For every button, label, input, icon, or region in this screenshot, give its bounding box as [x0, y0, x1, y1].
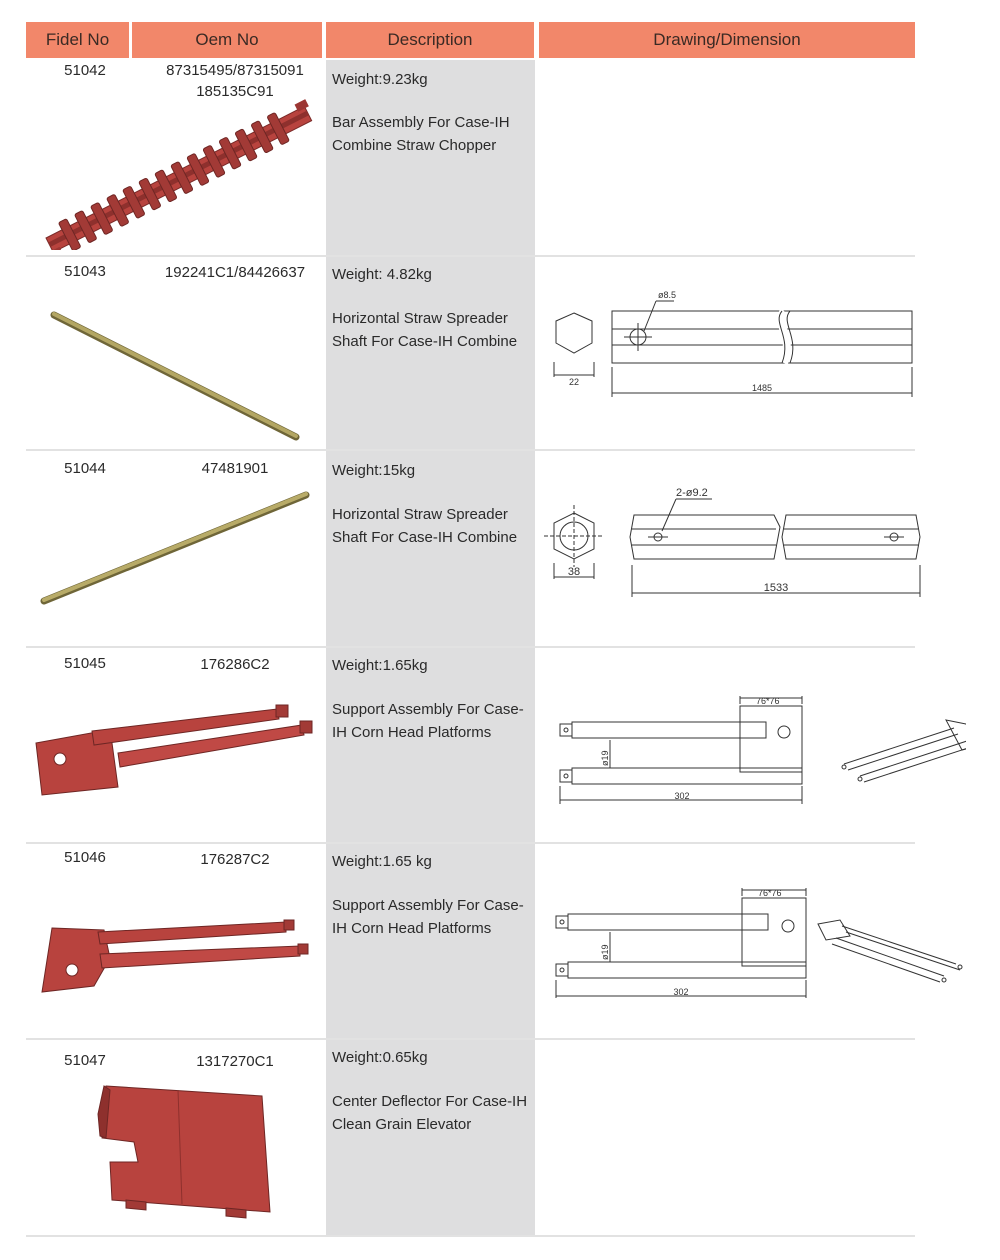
center-deflector-photo [86, 1078, 286, 1228]
support-assembly-photo [32, 703, 322, 803]
description: Horizontal Straw Spreader Shaft For Case-IH Combine [332, 310, 518, 350]
fidel-no: 51047 [64, 1052, 106, 1069]
svg-text:ø19: ø19 [600, 750, 610, 766]
oem-no: 176287C2 [200, 851, 270, 868]
table-row [26, 60, 915, 255]
table-row [26, 648, 915, 842]
header-drawing-dimension: Drawing/Dimension [539, 22, 915, 58]
oem-no: 87315495/87315091 185135C91 [166, 62, 304, 100]
header-oem-no: Oem No [132, 22, 322, 58]
weight: Weight:15kg [332, 462, 416, 479]
fidel-no: 51042 [64, 62, 106, 79]
straw-chopper-bar-photo [38, 90, 323, 250]
fidel-no: 51043 [64, 263, 106, 280]
weight: Weight:0.65kg [332, 1049, 428, 1066]
description: Support Assembly For Case-IH Corn Head Platforms [332, 701, 524, 741]
description: Support Assembly For Case-IH Corn Head Platforms [332, 897, 524, 937]
table-row [26, 451, 915, 646]
spreader-shaft-photo [46, 307, 306, 447]
svg-text:1533: 1533 [763, 582, 789, 594]
oem-no: 192241C1/84426637 [164, 264, 306, 281]
support-assembly-photo [38, 914, 318, 1004]
fidel-no: 51046 [64, 849, 106, 866]
svg-text:2-ø9.2: 2-ø9.2 [676, 487, 708, 499]
weight: Weight:1.65kg [332, 657, 428, 674]
fidel-no: 51045 [64, 655, 106, 672]
svg-text:302: 302 [673, 987, 689, 997]
oem-no: 47481901 [201, 460, 269, 477]
table-row [26, 257, 915, 449]
svg-text:ø19: ø19 [600, 944, 610, 960]
table-row [26, 1040, 915, 1235]
svg-text:1485: 1485 [751, 383, 773, 393]
svg-text:76*76: 76*76 [756, 696, 780, 706]
svg-text:22: 22 [568, 377, 580, 387]
shaft-drawing [544, 479, 924, 604]
oem-no: 176286C2 [200, 656, 270, 673]
header-description: Description [326, 22, 534, 58]
weight: Weight:1.65 kg [332, 853, 432, 870]
header-fidel-no: Fidel No [26, 22, 129, 58]
spreader-shaft-photo [38, 489, 313, 609]
support-assembly-drawing [546, 690, 966, 810]
svg-text:38: 38 [567, 566, 581, 578]
shaft-drawing [546, 287, 918, 402]
svg-text:ø8.5: ø8.5 [658, 290, 677, 300]
weight: Weight: 4.82kg [332, 266, 432, 283]
table-row [26, 844, 915, 1038]
svg-text:302: 302 [674, 791, 690, 801]
description: Bar Assembly For Case-IH Combine Straw Chopper [332, 114, 510, 154]
description: Center Deflector For Case-IH Clean Grain Elevator [332, 1093, 528, 1133]
weight: Weight:9.23kg [332, 71, 428, 88]
description: Horizontal Straw Spreader Shaft For Case-IH Combine [332, 506, 518, 546]
oem-no: 1317270C1 [196, 1053, 274, 1070]
support-assembly-drawing [546, 884, 966, 1004]
fidel-no: 51044 [64, 460, 106, 477]
svg-text:76*76: 76*76 [758, 888, 782, 898]
